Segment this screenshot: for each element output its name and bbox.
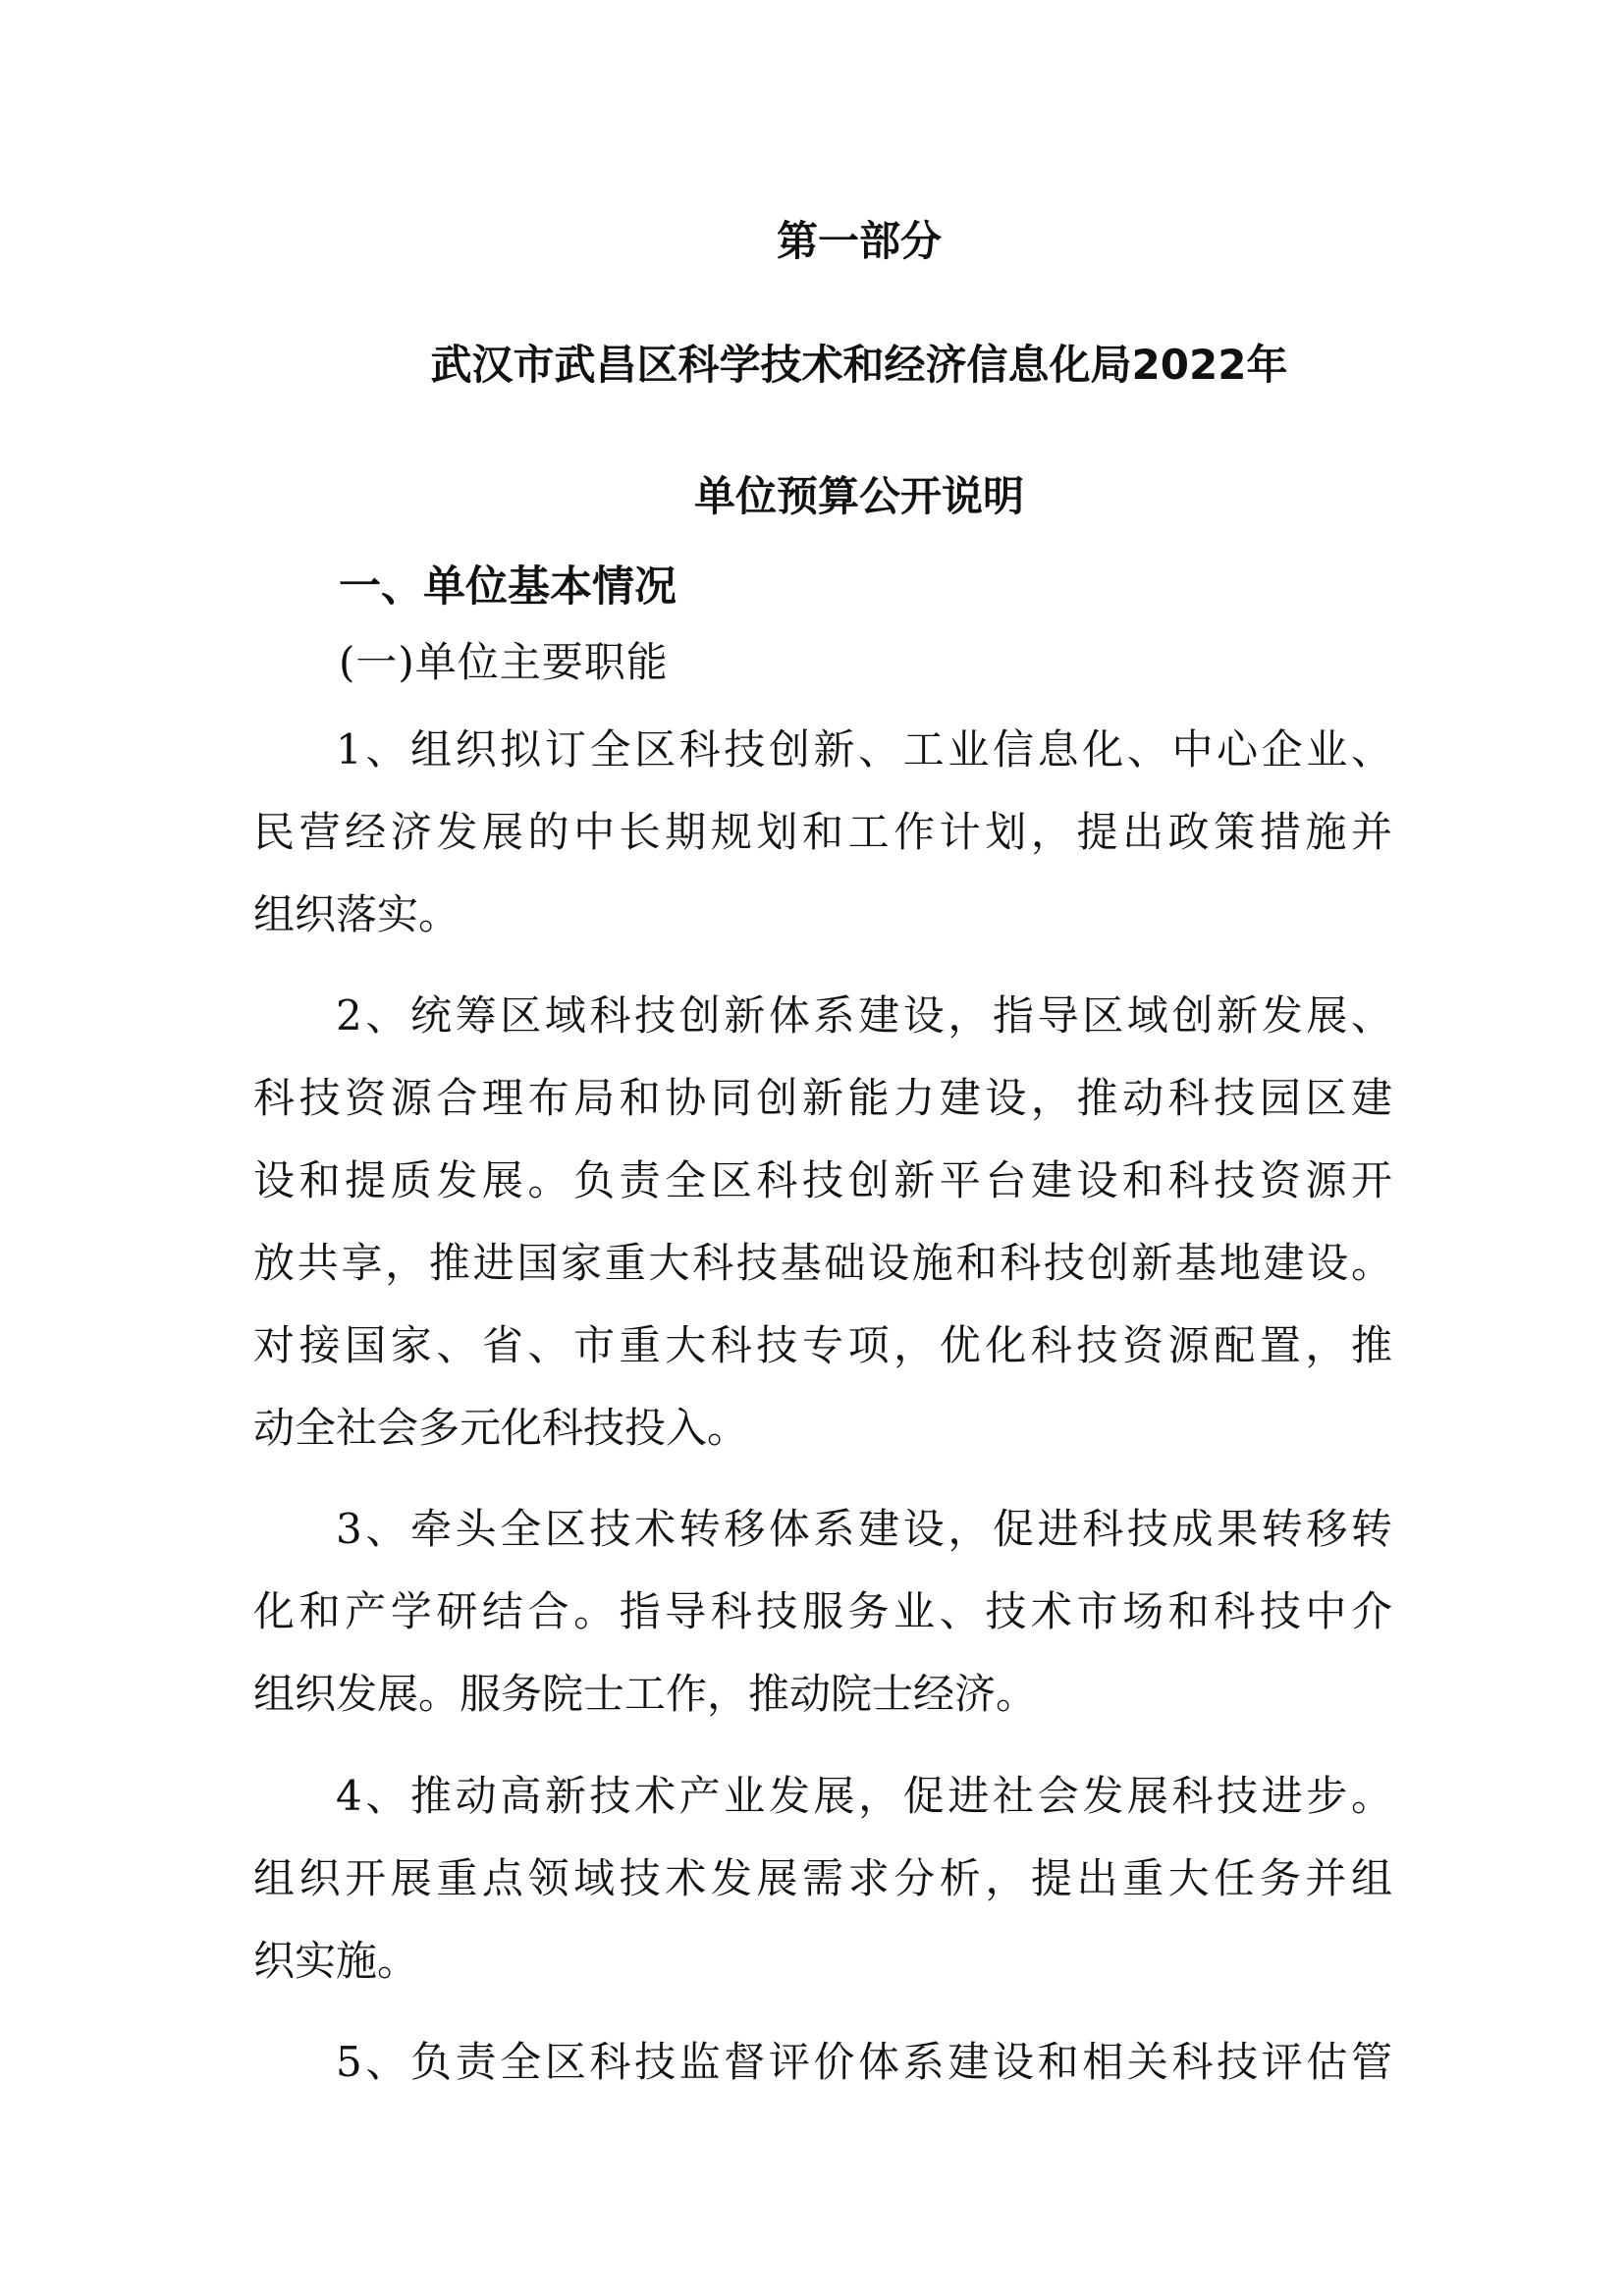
paragraph-line: 织实施。	[253, 1937, 419, 1985]
paragraph-line: 组织开展重点领域技术发展需求分析，提出重大任务并组	[253, 1854, 1392, 1902]
paragraph-line: 组织发展。服务院士工作，推动院士经济。	[253, 1670, 1038, 1718]
paragraph-line: 科技资源合理布局和协同创新能力建设，推动科技园区建	[253, 1074, 1392, 1122]
part-label: 第一部分	[776, 217, 942, 265]
paragraph-1	[253, 709, 1392, 956]
paragraph-line: 2、统筹区域科技创新体系建设，指导区域创新发展、	[336, 991, 1392, 1040]
paragraph-line: 组织落实。	[253, 890, 460, 938]
paragraph-5	[253, 2021, 1392, 2104]
paragraph-line: 3、牵头全区技术转移体系建设，促进科技成果转移转	[336, 1505, 1392, 1553]
paragraph-line: 对接国家、省、市重大科技专项，优化科技资源配置，推	[253, 1321, 1392, 1369]
paragraph-line: 放共享，推进国家重大科技基础设施和科技创新基地建设。	[253, 1239, 1392, 1287]
section-heading: 一、单位基本情况	[339, 562, 677, 612]
paragraph-4	[253, 1755, 1392, 2002]
paragraph-line: 5、负责全区科技监督评价体系建设和相关科技评估管	[336, 2038, 1392, 2086]
paragraph-2	[253, 975, 1392, 1469]
document-subtitle: 单位预算公开说明	[693, 472, 1024, 520]
paragraph-line: 动全社会多元化科技投入。	[253, 1404, 749, 1452]
paragraph-line: 1、组织拟订全区科技创新、工业信息化、中心企业、	[336, 725, 1392, 774]
paragraph-line: 设和提质发展。负责全区科技创新平台建设和科技资源开	[253, 1156, 1392, 1204]
paragraph-3	[253, 1488, 1392, 1735]
subsection-heading: (一)单位主要职能	[339, 638, 669, 686]
paragraph-line: 4、推动高新技术产业发展，促进社会发展科技进步。	[336, 1772, 1392, 1820]
paragraph-line: 民营经济发展的中长期规划和工作计划，提出政策措施并	[253, 808, 1392, 856]
paragraph-line: 化和产学研结合。指导科技服务业、技术市场和科技中介	[253, 1587, 1392, 1635]
document-title: 武汉市武昌区科学技术和经济信息化局2022年	[430, 341, 1288, 389]
